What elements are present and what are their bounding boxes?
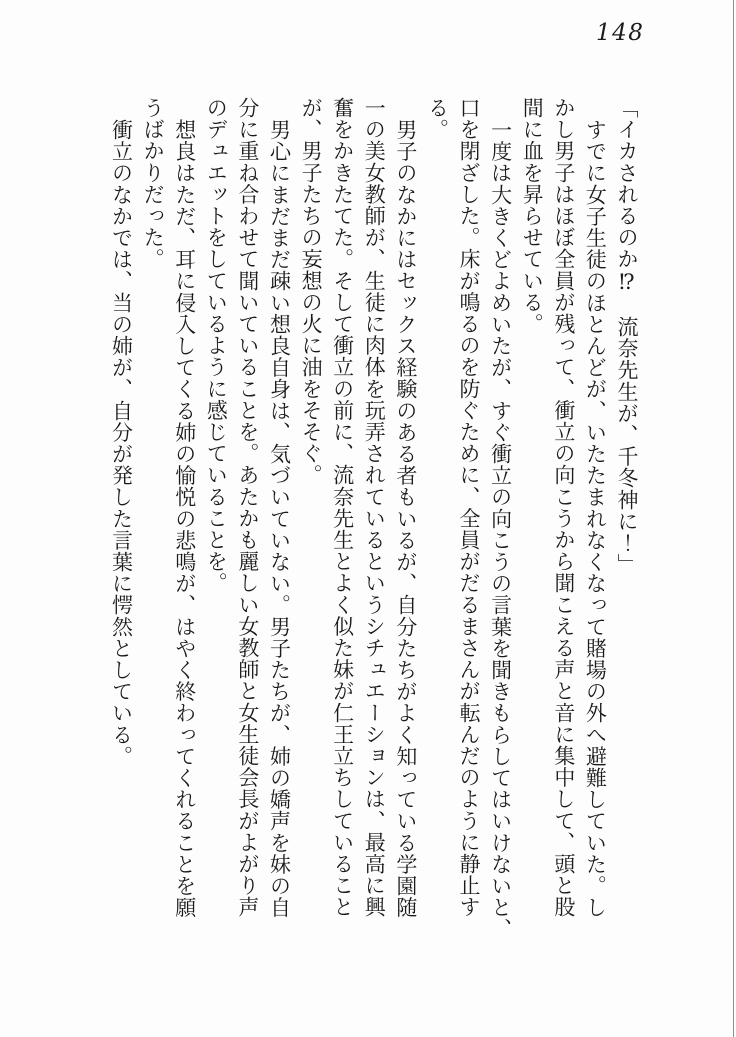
text-line: 男心にまだまだ疎い想良自身は、気づいていない。男子たちが、姉の嬌声を妹の自 xyxy=(267,118,292,918)
text-line: が、男子たちの妄想の火に油をそそぐ。 xyxy=(299,97,324,486)
text-line: 分に重ね合わせて聞いていることを。あたかも麗しい女教師と女生徒会長がよがり声 xyxy=(235,97,260,918)
text-line: のデュエットをしているように感じていることを。 xyxy=(204,97,229,594)
page-edge-line xyxy=(733,0,734,1037)
vertical-text-block xyxy=(98,97,642,957)
text-line: る。 xyxy=(425,97,450,141)
text-line: うばかりだった。 xyxy=(141,97,166,270)
text-line: かし男子はほぼ全員が残って、衝立の向こうから聞こえる声と音に集中して、頭と股 xyxy=(551,97,576,918)
text-line: 口を閉ざした。床が鳴るのを防ぐために、全員がだるまさんが転んだのように静止す xyxy=(457,97,482,918)
text-line: 想良はただ、耳に侵入してくる姉の愉悦の悲鳴が、はやく終わってくれることを願 xyxy=(172,118,197,918)
text-line: 男子のなかにはセックス経験のある者もいるが、自分たちがよく知っている学園随 xyxy=(393,118,418,918)
text-line: 衝立のなかでは、当の姉が、自分が発した言葉に愕然としている。 xyxy=(109,118,134,767)
text-line: 奮をかきたてた。そして衝立の前に、流奈先生とよく似た妹が仁王立ちしていること xyxy=(330,97,355,918)
text-line: すでに女子生徒のほとんどが、いたたまれなくなって賭場の外へ避難していた。し xyxy=(583,118,608,918)
text-line: 「イカされるのか⁉ 流奈先生が、千冬神に！」 xyxy=(615,97,639,576)
text-line: 一の美女教師が、生徒に肉体を玩弄されているというシチュエーションは、最高に興 xyxy=(362,97,387,918)
page-number: 148 xyxy=(596,20,645,46)
text-line: 間に血を昇らせている。 xyxy=(520,97,545,335)
text-line: 一度は大きくどよめいたが、すぐ衝立の向こうの言葉を聞きもらしてはいけないと、 xyxy=(488,118,513,940)
